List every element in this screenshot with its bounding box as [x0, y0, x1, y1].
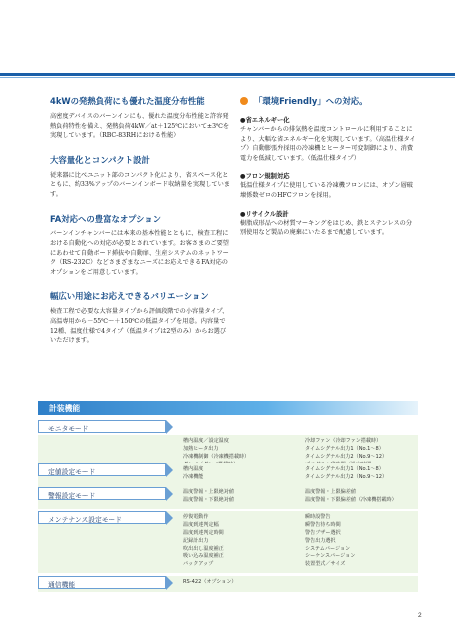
section-heading: 4kWの発熱負荷にも優れた温度分布性能 [50, 96, 205, 106]
spec-label: メンテナンス設定モード [48, 516, 122, 524]
env-item-energy [240, 115, 416, 163]
section-body: 高密度デバイスのバーンインにも、優れた温度分布性能と許容発熱負荷特性を備え、発熱負荷4kW／at＋125℃において±3℃を実現しています。（RBC-83RHにおける性能） [50, 112, 230, 140]
env-item-recycle [240, 209, 416, 238]
section-heading: FA対応への豊富なオプション [50, 213, 161, 224]
spec-col-1 [183, 579, 237, 587]
section-variations [50, 291, 230, 345]
label-arrow-icon [166, 576, 173, 590]
spec-col-1 [183, 489, 234, 505]
spec-label: モニタモード [48, 425, 89, 433]
section-fa-options [50, 214, 230, 278]
spec-item: システムバージョン [305, 545, 351, 552]
env-item-body: チャンバーからの排気熱を温度コントロールに利用することにより、大幅な省エネルギー化を実現しています。（高温仕様タイプ）自動膨張弁採用の冷凍機とヒーター可変制御により、消費電力を低減しています。（低温仕様タイプ） [240, 125, 416, 162]
spec-item: 加熱ヒータ出力 [183, 445, 219, 452]
spec-item: 瞬警告待ち時間 [305, 521, 341, 528]
label-arrow-icon [166, 511, 173, 525]
spec-item: 装置型式／サイズ [305, 561, 346, 568]
spec-col-1 [183, 466, 203, 482]
spec-label-box [38, 420, 166, 433]
header-band [0, 0, 455, 73]
spec-label-box [38, 511, 166, 524]
spec-item: 槽内温度 [183, 466, 204, 472]
section-body: 検査工程で必要な大容量タイプから評価段階での小容量タイプ、高温専用から－55℃～＋150℃の低温タイプを用意。内容量で12種、温度仕様で4タイプ（低温タイプは2型のみ）からお選びいただけます。 [50, 308, 229, 345]
env-item-title: ●省エネルギー化 [240, 116, 290, 124]
environment-heading-row [240, 96, 416, 107]
header-stripe [0, 73, 455, 76]
section-body: バーンインチャンバーには本来の基本性能とともに、検査工程における自動化への対応が必要とされています。お客さまのご要望にあわせて自動ボード挿抜や自動扉、生産システムのネットワーク（RS-232C）などさまざまなニーズにお応えできるFA対応のオプションをご用意しています。 [50, 230, 229, 276]
spec-item: 冷却ファン（冷却ファン搭載時） [305, 438, 382, 444]
spec-item: 警告出力選択 [305, 537, 336, 544]
section-body: 従来器に比べユニット部のコンパクト化により、省スペース化とともに、約33%アップのバーンインボード収納量を実現しています。 [50, 171, 230, 198]
label-arrow-icon [166, 420, 173, 434]
spec-label: 警報設定モード [48, 492, 96, 500]
label-arrow-icon [166, 487, 173, 501]
spec-item: 冷凍機能 [183, 473, 204, 480]
spec-label-box [38, 487, 166, 500]
spec-col-2 [305, 489, 397, 505]
spec-row-maintenance [38, 511, 418, 573]
spec-item: 停復電動作 [183, 514, 209, 520]
left-column [50, 96, 230, 360]
page-number: 2 [418, 612, 422, 619]
spec-item: 温度警報・下限偏差値（冷凍機搭載時） [305, 496, 397, 503]
spec-row-communication [38, 576, 418, 592]
spec-label: 定値設定モード [48, 468, 96, 476]
env-item-body: 樹脂成形品への材質マーキングをはじめ、鉄とステンレスの分別使用など製品の廃棄にいたるまで配慮しています。 [240, 219, 413, 237]
spec-title-bar [38, 401, 418, 415]
section-heading: 大容量化とコンパクト設計 [50, 154, 150, 165]
spec-item: タイムシグナル出力1（No.1～8） [305, 466, 384, 472]
environment-heading: 「環境Friendly」への対応。 [254, 96, 368, 106]
spec-item: RS-422（オプション） [183, 579, 237, 585]
spec-item: 温度到達判定時間 [183, 529, 224, 536]
section-temperature [50, 96, 230, 141]
section-heading: 幅広い用途にお応えできるバリエーション [50, 291, 209, 302]
spec-item: バックアップ [183, 561, 214, 568]
spec-item: 吸い込み温度補正 [183, 553, 224, 560]
env-item-title: ●リサイクル設計 [240, 210, 289, 218]
right-column [240, 96, 416, 238]
spec-label: 通信機能 [48, 581, 76, 589]
spec-title: 計装機能 [49, 404, 81, 413]
section-compact [50, 155, 230, 200]
spec-col-1 [183, 514, 224, 569]
spec-item: タイムシグナル出力2（No.9～12） [305, 453, 388, 460]
spec-row-alarm [38, 487, 418, 509]
spec-item: 吹出出し温度補正 [183, 545, 224, 552]
spec-item: タイムシグナル出力1（No.1～8） [305, 445, 384, 452]
spec-item: 瞬時設警告 [305, 514, 331, 520]
spec-item: 記録計出力 [183, 537, 209, 544]
spec-item: 槽内温度／設定温度 [183, 438, 229, 444]
spec-item: タイムシグナル出力2（No.9～12） [305, 473, 388, 480]
spec-item: 温度警報・上限偏差値 [305, 489, 356, 495]
label-arrow-icon [166, 463, 173, 477]
header-stripe-thin [0, 77, 455, 78]
spec-item: シーケンスバージョン [305, 553, 356, 560]
spec-item: 温度警報・上限絶対値 [183, 489, 234, 495]
bullet-dot-icon [240, 97, 248, 105]
spec-item: 温度到達判定幅 [183, 521, 219, 528]
spec-col-2 [305, 514, 355, 569]
spec-item: 温度警報・下限絶対値 [183, 496, 234, 503]
spec-label-box [38, 463, 166, 476]
spec-col-2 [305, 466, 387, 482]
spec-item: 冷凍機制御（冷凍機搭載時） [183, 453, 250, 460]
spec-item: 警告ブザー選択 [305, 529, 341, 536]
env-item-freon [240, 171, 416, 200]
env-item-body: 低温仕様タイプに使用している冷凍機フロンには、オゾン層破壊係数ゼロのHFCフロンを採用。 [240, 182, 413, 199]
spec-label-box [38, 576, 166, 589]
env-item-title: ●フロン規制対応 [240, 173, 290, 181]
